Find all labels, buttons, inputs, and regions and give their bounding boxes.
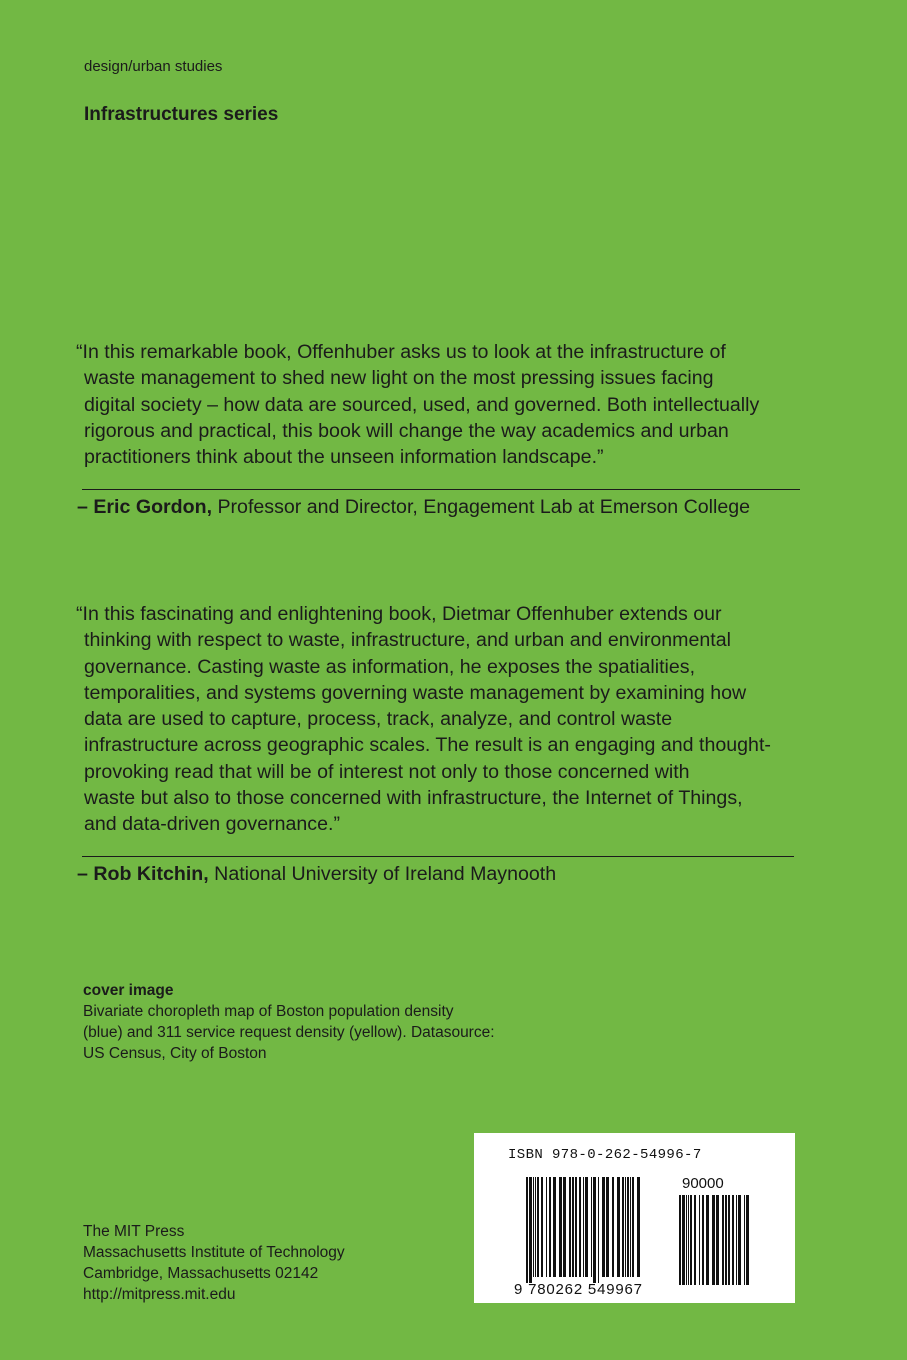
quote-line: provoking read that will be of interest not only to those concerned with [84,760,690,783]
dash: – [77,496,94,518]
series-title: Infrastructures series [84,104,279,125]
quote-line: thinking with respect to waste, infrastructure, and urban and environmental [84,629,731,652]
cover-image-line: US Census, City of Boston [83,1045,267,1062]
barcode-bar [569,1177,571,1277]
cover-image-line: Bivariate choropleth map of Boston population density [83,1003,454,1020]
quote-line: waste management to shed new light on the most pressing issues facing [84,367,714,390]
barcode-bar [732,1195,734,1285]
quote-line: practitioners think about the unseen information landscape.” [84,446,604,469]
author-name: Rob Kitchin, [93,863,209,885]
author-role: National University of Ireland Maynooth [208,863,557,885]
barcode-bar [553,1177,556,1277]
subject-category: design/urban studies [84,58,223,75]
barcode-bar [559,1177,562,1277]
barcode-bar [541,1177,543,1277]
cover-image-line: (blue) and 311 service request density (yellow). Datasource: [83,1024,495,1041]
barcode-bar [736,1195,737,1285]
barcode-bar [563,1177,566,1277]
barcode-bar [699,1195,700,1285]
barcode-bar [606,1177,609,1277]
barcode-bar [625,1177,626,1277]
barcode-bar [533,1177,534,1277]
barcode-addon-number: 90000 [682,1175,724,1192]
barcode-bar [622,1177,624,1277]
quote-line: and data-driven governance.” [84,813,340,836]
barcode-bar [526,1177,528,1283]
quote-line: waste but also to those concerned with infrastructure, the Internet of Things, [84,787,743,810]
endorsement-quote-1 [76,339,836,470]
barcode-bar [706,1195,709,1285]
barcode-bar [579,1177,581,1277]
quote-attribution-1 [77,496,750,519]
barcode-bar [722,1195,724,1285]
cover-image-heading: cover image [83,982,174,999]
isbn-label: ISBN 978-0-262-54996-7 [508,1147,702,1163]
barcode-bar [546,1177,547,1277]
barcode-bar [728,1195,730,1285]
barcode-bar [617,1177,620,1277]
barcode-bar [746,1195,749,1285]
publisher-name: The MIT Press [83,1223,185,1240]
barcode-bar [602,1177,605,1277]
barcode-bar [630,1177,631,1277]
barcode-bar [725,1195,727,1285]
barcode-bar [575,1177,577,1277]
barcode-bar [682,1195,685,1285]
dash: – [77,863,94,885]
publisher-info [83,1221,345,1305]
publisher-address: Cambridge, Massachusetts 02142 [83,1265,319,1282]
barcode-bar [585,1177,588,1277]
barcode-bar [549,1177,551,1277]
quote-line: “In this fascinating and enlightening book, Dietmar Offenhuber extends our [76,603,722,625]
author-role: Professor and Director, Engagement Lab at Emerson College [212,496,751,518]
barcode-bar [583,1177,584,1277]
publisher-institution: Massachusetts Institute of Technology [83,1244,345,1261]
divider [82,856,794,857]
barcode-bar [690,1195,692,1285]
barcode-bar [572,1177,574,1277]
quote-line: data are used to capture, process, track, analyze, and control waste [84,708,673,731]
barcode-bar [537,1177,539,1277]
barcode-bar [612,1177,614,1277]
barcode-bar [627,1177,629,1277]
isbn-barcode [474,1133,795,1303]
quote-line: governance. Casting waste as information, he exposes the spatialities, [84,655,696,678]
barcode-bar [529,1177,532,1283]
barcode-bar [688,1195,689,1285]
quote-line: temporalities, and systems governing waste management by examining how [84,681,747,704]
quote-line: infrastructure across geographic scales. The result is an engaging and thought- [84,734,771,757]
divider [82,489,800,490]
barcode-bar [637,1177,640,1277]
barcode-bar [744,1195,745,1285]
barcode-bar [591,1177,592,1277]
barcode-bar [712,1195,715,1285]
barcode-bar [598,1177,599,1283]
barcode-bar [738,1195,741,1285]
cover-image-credit [83,980,495,1064]
quote-line: “In this remarkable book, Offenhuber asks us to look at the infrastructure of [76,341,726,363]
barcode-bar [535,1177,536,1277]
quote-attribution-2 [77,863,556,886]
barcode-bar [593,1177,596,1283]
publisher-url: http://mitpress.mit.edu [83,1286,236,1303]
barcode-digits: 9 780262 549967 [514,1281,643,1298]
quote-line: digital society – how data are sourced, used, and governed. Both intellectually [84,393,760,416]
barcode-bar [716,1195,719,1285]
barcode-bar [686,1195,687,1285]
endorsement-quote-2 [76,601,836,838]
barcode-bar [702,1195,704,1285]
author-name: Eric Gordon, [93,496,213,518]
barcode-bar [632,1177,634,1277]
barcode-bar [694,1195,696,1285]
quote-line: rigorous and practical, this book will change the way academics and urban [84,419,729,442]
barcode-bar [679,1195,681,1285]
